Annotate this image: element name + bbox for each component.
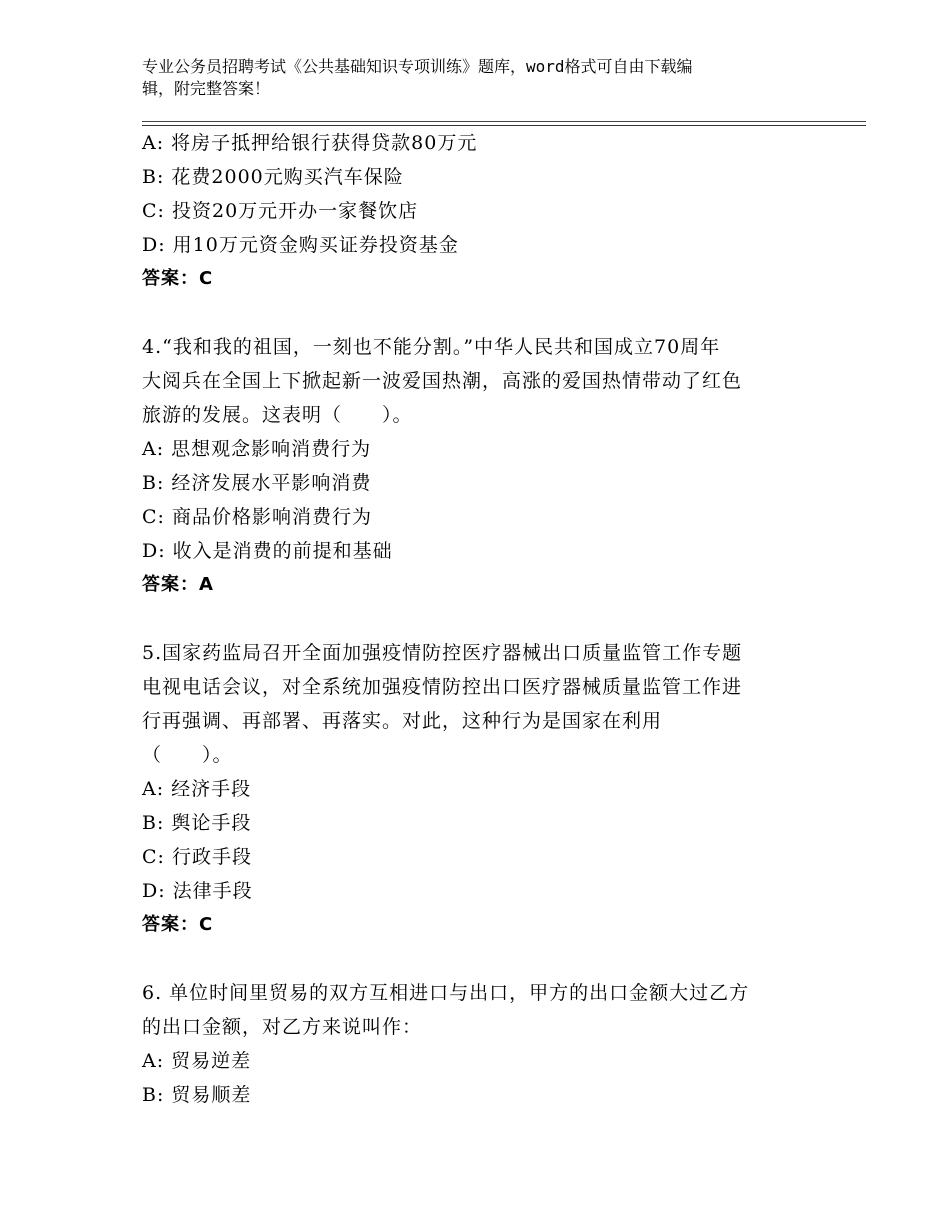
- question-5: [142, 636, 822, 942]
- option-b: B: 贸易顺差: [142, 1084, 252, 1106]
- question-stem-line: 6. 单位时间里贸易的双方互相进口与出口，甲方的出口金额大过乙方: [142, 982, 750, 1004]
- answer-line: 答案：C: [142, 914, 214, 935]
- question-stem-line: 大阅兵在全国上下掀起新一波爱国热潮，高涨的爱国热情带动了红色: [142, 370, 743, 392]
- spacer: [142, 942, 822, 976]
- spacer: [142, 296, 822, 330]
- question-6: [142, 976, 822, 1112]
- page-header: [142, 56, 802, 100]
- option-a: A: 经济手段: [142, 778, 252, 800]
- option-b: B: 舆论手段: [142, 812, 252, 834]
- question-stem-line: 的出口金额，对乙方来说叫作：: [142, 1016, 423, 1038]
- question-content: [142, 126, 822, 1112]
- answer-line: 答案：C: [142, 268, 214, 289]
- question-3: [142, 126, 822, 296]
- question-stem-line: （ ）。: [142, 744, 233, 766]
- option-a: A: 将房子抵押给银行获得贷款80万元: [142, 132, 478, 154]
- option-b: B: 花费2000元购买汽车保险: [142, 166, 404, 188]
- option-c: C: 行政手段: [142, 846, 252, 868]
- option-d: D: 法律手段: [142, 880, 253, 902]
- option-c: C: 投资20万元开办一家餐饮店: [142, 200, 419, 222]
- option-a: A: 贸易逆差: [142, 1050, 252, 1072]
- option-d: D: 收入是消费的前提和基础: [142, 540, 393, 562]
- question-stem-line: 旅游的发展。这表明（ ）。: [142, 404, 413, 426]
- header-rule-thin: [142, 121, 866, 122]
- header-line-2: 辑，附完整答案！: [142, 79, 271, 98]
- question-stem-line: 行再强调、再部署、再落实。对此，这种行为是国家在利用: [142, 710, 663, 732]
- option-c: C: 商品价格影响消费行为: [142, 506, 372, 528]
- option-d: D: 用10万元资金购买证券投资基金: [142, 234, 459, 256]
- question-stem-line: 4.“我和我的祖国，一刻也不能分割。”中华人民共和国成立70周年: [142, 336, 721, 358]
- spacer: [142, 602, 822, 636]
- option-a: A: 思想观念影响消费行为: [142, 438, 372, 460]
- answer-line: 答案：A: [142, 574, 214, 595]
- option-b: B: 经济发展水平影响消费: [142, 472, 372, 494]
- question-4: [142, 330, 822, 602]
- header-line-1: 专业公务员招聘考试《公共基础知识专项训练》题库，word格式可自由下载编: [142, 57, 693, 76]
- question-stem-line: 5.国家药监局召开全面加强疫情防控医疗器械出口质量监管工作专题: [142, 642, 743, 664]
- question-stem-line: 电视电话会议，对全系统加强疫情防控出口医疗器械质量监管工作进: [142, 676, 743, 698]
